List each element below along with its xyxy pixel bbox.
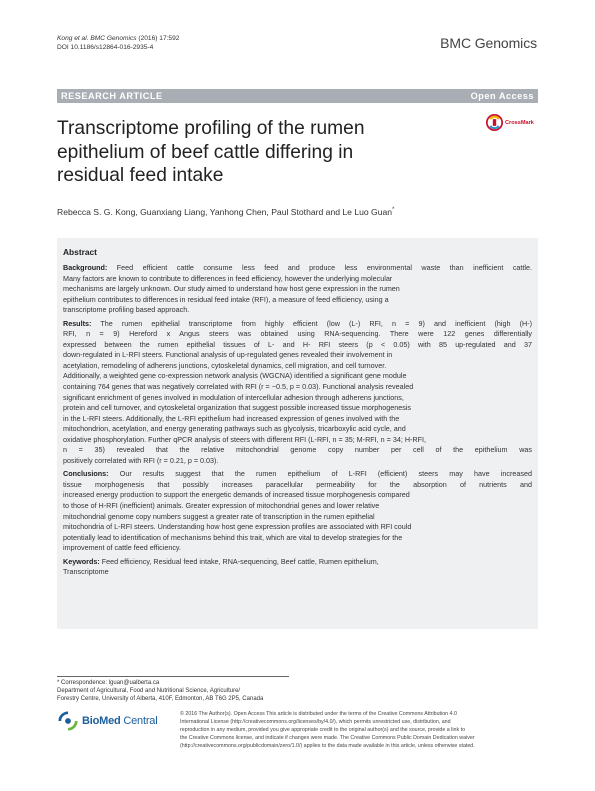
article-title [57,117,447,188]
author-list [57,207,394,217]
corresponding-author-mark: * [392,207,395,214]
crossmark-label: CrossMark [505,119,534,126]
section-label: Conclusions: [63,469,109,479]
journal-name: BMC Genomics [440,35,537,51]
crossmark-icon [486,114,503,131]
article-type-label: RESEARCH ARTICLE [61,91,163,101]
correspondence-footnote [57,679,263,704]
abstract-results: Results: The rumen epithelial transcriptome from highly efficient (low (L-) RFI, n = 9) and inefficient (high (H-) RFI, n = 9) Hereford x Angus steers was obtained using RNA-sequencing. There were 122 genes differentially expressed between the rumen epithelial tissues of L- and H- RFI steers (p < 0.05) with 85 up-regulated and 37 down-regulated in L-RFI steers. Functional analysis of up-regulated genes revealed their involvement in acetylation, remodeling of adherens junctions, cytoskeletal dynamics, cell migration, and cell turnover. Additionally, a weighted gene co-expression network analysis (WGCNA) identified a significant gene module containing 764 genes that was negatively correlated with RFI (r = −0.5, p = 0.03). Functional analysis revealed significant enrichment of genes involved in modulation of intercellular adhesion through adherens junctions, protein and cell turnover, and cytoskeletal organization that suggest possible increased tissue morphogenesis in the L-RFI steers. Additionally, the L-RFI epithelium had increased expression of genes involved with the mitochondrion, acetylation, and energy generating pathways such as glycolysis, tricarboxylic acid cycle, and oxidative phosphorylation. Further qPCR analysis of steers with different RFI (L-RFI, n = 35; M-RFI, n = 34; H-RFI, n = 35) revealed that the relative mitochondrial genome copy number per cell of the epithelium was positively correlated with RFI (r = 0.21, p = 0.03). [63,318,532,465]
biomed-central-logo-icon [57,711,79,731]
crossmark-badge[interactable] [486,114,534,131]
citation-line: Kong et al. BMC Genomics (2016) 17:592 [57,35,180,42]
license-statement: © 2016 The Author(s). Open Access This article is distributed under the terms of the Creative Commons Attribution 4.0 International License (http://creativecommons.org/licenses/by/4.0/), which permits unrestricted use, distribution, and reproduction in any medium, provided you give appropriate credit to the original author(s) and the source, provide a link to the Creative Commons license, and indicate if changes were made. The Creative Commons Public Domain Dedication waiver (http://creativecommons.org/publicdomain/zero/1.0/) applies to the data made available in this article, unless otherwise stated. [180,711,475,750]
section-label: Background: [63,263,108,272]
affiliation-line: Forestry Centre, University of Alberta, 410F, Edmonton, AB T6G 2P5, Canada [57,696,264,703]
abstract-keywords: Keywords: Feed efficiency, Residual feed intake, RNA-sequencing, Beef cattle, Rumen epithelium, Transcriptome [63,556,379,577]
biomed-central-logo[interactable] [57,711,157,731]
section-label: Results: [63,318,92,328]
biomed-central-wordmark: BioMed Central [82,715,158,727]
open-access-label: Open Access [470,91,534,101]
title-line: epithelium of beef cattle differing in [57,141,354,163]
title-line: Transcriptome profiling of the rumen [57,118,365,139]
footnote-divider [57,676,289,677]
abstract-box [57,238,538,629]
abstract-conclusions: Conclusions: Our results suggest that the rumen epithelium of L-RFI (efficient) steers may have increased tissue morphogenesis that possibly increases paracellular permeability for the absorption of nutrients and increased energy production to support the energetic demands of increased tissue morphogenesis compared to those of H-RFI (inefficient) animals. Greater expression of mitochondrial genes and lower relative mitochondrial genome copy numbers suggest a greater rate of transcription in the rumen epithelial mitochondria of L-RFI steers. Understanding how host gene expression profiles are associated with RFI could potentially lead to identification of mechanisms behind this trait, which are vital to develop strategies for the improvement of cattle feed efficiency. [63,469,532,553]
citation-header [57,34,179,52]
abstract-heading: Abstract [63,247,97,257]
section-label: Keywords: [63,556,100,566]
article-type-band [57,89,538,103]
correspondence-email[interactable]: * Correspondence: lguan@ualberta.ca [57,680,160,686]
authors-text: Rebecca S. G. Kong, Guanxiang Liang, Yanhong Chen, Paul Stothard and Le Luo Guan [57,207,393,217]
title-line: residual feed intake [57,165,224,186]
abstract-background: Background: Feed efficient cattle consume less feed and produce less environmental waste than inefficient cattle. Many factors are known to contribute to differences in feed efficiency, however the underlying molecular mechanisms are largely unknown. Our study aimed to understand how host gene expression in the rumen epithelium contributes to differences in residual feed intake (RFI), a measure of feed efficiency, using a transcriptome profiling based approach. [63,263,532,315]
doi[interactable]: DOI 10.1186/s12864-016-2935-4 [57,44,154,51]
affiliation-line: Department of Agricultural, Food and Nutritional Science, Agriculture/ [57,688,241,695]
